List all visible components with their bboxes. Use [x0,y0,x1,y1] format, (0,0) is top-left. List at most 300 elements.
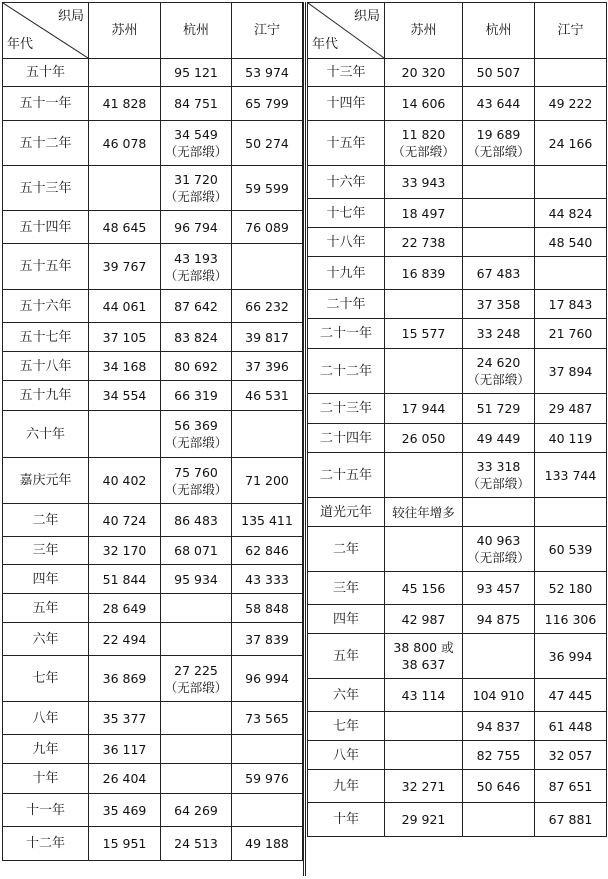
jiangning-cell [535,803,607,837]
jiangning-cell [232,504,303,537]
year-cell-text: 二十二年 [319,363,372,379]
year-cell [308,121,385,166]
jiangning-cell-text: 37 396 [245,358,289,374]
hangzhou-cell-text: 27 225 [174,662,218,678]
hangzhou-cell-text: （无部缎） [164,189,228,204]
hangzhou-cell-text: 50 646 [476,778,521,794]
jiangning-cell [535,228,607,257]
table-right [307,2,607,837]
jiangning-cell [535,121,607,166]
year-cell [308,605,385,634]
hangzhou-cell-text: 43 193 [174,250,218,266]
right-body [308,59,607,837]
hangzhou-cell [463,803,535,837]
hangzhou-cell [161,323,232,352]
jiangning-cell [232,121,303,166]
hangzhou-cell [463,121,535,166]
corner-header [3,3,89,59]
jiangning-cell [232,166,303,211]
table-row [308,349,607,394]
year-cell [308,59,385,87]
jiangning-cell [232,594,303,623]
hangzhou-cell [463,228,535,257]
table-row [308,228,607,257]
hangzhou-cell-text: （无部缎） [467,144,530,159]
col-header-suzhou: 苏州 [385,3,463,59]
jiangning-cell-text: 61 448 [548,718,593,734]
suzhou-cell-text: 44 061 [102,298,147,314]
hangzhou-cell-text: （无部缎） [164,144,228,159]
year-cell-text: 三年 [332,580,359,596]
year-cell-text: 七年 [332,718,359,734]
hangzhou-cell-text: 96 794 [174,219,218,235]
hangzhou-cell [463,87,535,121]
jiangning-cell-text: 24 166 [548,135,593,151]
year-cell-text: 五十六年 [19,298,72,314]
hangzhou-cell-text: 34 549 [174,127,218,142]
year-cell [308,527,385,572]
hangzhou-cell-text: 75 760 [174,464,218,480]
header-row [308,3,607,59]
corner-label-bottom: 年代 [312,37,339,52]
suzhou-cell-text: 51 844 [102,571,147,587]
year-cell [308,572,385,605]
year-cell-text: 二十三年 [319,401,372,416]
jiangning-cell [232,702,303,735]
table-row [3,121,303,166]
suzhou-cell-text: （无部缎） [392,144,455,159]
table-row [3,87,303,121]
year-cell-text: 六年 [332,687,359,703]
year-cell [308,679,385,712]
hangzhou-cell-text: （无部缎） [164,481,228,497]
suzhou-cell [385,453,463,498]
suzhou-cell [89,594,161,623]
table-row [3,735,303,764]
jiangning-cell [535,257,607,290]
hangzhou-cell-text: 94 875 [476,611,521,627]
hangzhou-cell [463,257,535,290]
hangzhou-cell [463,712,535,741]
year-cell-text: 六年 [32,631,59,647]
suzhou-cell-text: 较往年增多 [392,504,455,520]
hangzhou-cell-text: 104 910 [472,687,525,703]
jiangning-cell-text: 50 274 [245,135,289,151]
year-cell [3,656,89,702]
hangzhou-cell [463,527,535,572]
jiangning-cell [232,211,303,244]
suzhou-cell [89,121,161,166]
year-cell [3,87,89,121]
table-row [308,199,607,228]
suzhou-cell-text: 29 921 [401,812,446,827]
jiangning-cell-text: 66 232 [245,298,289,314]
table-row [3,565,303,594]
jiangning-cell [535,712,607,741]
year-cell-text: 二十四年 [319,430,372,446]
jiangning-cell-text: 58 848 [245,600,289,616]
year-cell-text: 五年 [32,600,59,616]
hangzhou-cell-text: 51 729 [476,401,521,416]
hangzhou-cell [463,166,535,199]
year-cell [308,87,385,121]
jiangning-cell-text: 60 539 [548,541,593,557]
year-cell-text: 道光元年 [319,504,372,520]
hangzhou-cell-text: 49 449 [476,430,521,446]
suzhou-cell [385,394,463,424]
year-cell-text: 十三年 [326,65,366,80]
year-cell-text: 八年 [32,710,59,726]
year-cell [3,121,89,166]
jiangning-cell-text: 40 119 [548,430,593,446]
table-row [308,319,607,349]
suzhou-cell [385,166,463,199]
hangzhou-cell [463,634,535,679]
year-cell-text: 十年 [32,771,59,786]
suzhou-cell [89,87,161,121]
jiangning-cell [535,605,607,634]
table-row [308,770,607,803]
table-row [3,458,303,504]
year-cell [308,498,385,527]
year-cell-text: 二十一年 [319,326,372,341]
hangzhou-cell-text: 43 644 [476,96,521,111]
suzhou-cell-text: 16 839 [401,265,446,281]
jiangning-cell [232,735,303,764]
header-row [3,3,303,59]
suzhou-cell-text: 41 828 [102,96,147,111]
table-row [3,290,303,323]
year-cell-text: 十七年 [326,205,366,221]
suzhou-cell-text: 34 168 [102,358,147,374]
jiangning-cell-text: 135 411 [241,512,293,528]
corner-label-top: 织局 [353,9,380,24]
hangzhou-cell [161,87,232,121]
hangzhou-cell-text: （无部缎） [467,372,530,387]
hangzhou-cell-text: 84 751 [174,96,218,111]
jiangning-cell-text: 32 057 [548,747,593,763]
table-row [308,712,607,741]
jiangning-cell-text: 21 760 [548,326,593,341]
suzhou-cell [89,504,161,537]
hangzhou-cell-text: 66 319 [174,388,218,403]
hangzhou-cell [161,59,232,87]
table-row [3,594,303,623]
suzhou-cell [385,59,463,87]
suzhou-cell-text: 14 606 [401,96,446,111]
suzhou-cell-text: 32 271 [401,778,446,794]
hangzhou-cell [161,656,232,702]
suzhou-cell [89,59,161,87]
suzhou-cell [385,605,463,634]
hangzhou-cell-text: 33 248 [476,326,521,341]
year-cell [3,411,89,458]
year-cell [3,594,89,623]
suzhou-cell-text: 40 402 [102,473,147,488]
hangzhou-cell [463,453,535,498]
jiangning-cell-text: 71 200 [245,473,289,488]
jiangning-cell [535,349,607,394]
jiangning-cell-text: 133 744 [544,467,597,483]
hangzhou-cell [463,394,535,424]
year-cell-text: 九年 [32,741,59,757]
suzhou-cell-text: 38 637 [401,657,446,672]
jiangning-cell [535,453,607,498]
table-row [308,394,607,424]
year-cell-text: 五十四年 [19,219,72,235]
hangzhou-cell-text: 82 755 [476,747,521,763]
suzhou-cell [385,634,463,679]
table-row [3,59,303,87]
jiangning-cell-text: 59 976 [245,771,289,786]
suzhou-cell-text: 36 117 [102,741,147,757]
jiangning-cell [232,87,303,121]
suzhou-cell-text: 38 800 或 [393,640,454,655]
year-cell [308,228,385,257]
year-cell [3,352,89,381]
corner-label-top: 织局 [57,9,84,24]
year-cell-text: 五十年 [25,65,65,80]
suzhou-cell [89,411,161,458]
year-cell-text: 二年 [32,512,59,528]
jiangning-cell [535,498,607,527]
suzhou-cell [89,794,161,827]
left-body [3,59,303,861]
year-cell-text: 十二年 [25,836,65,851]
hangzhou-cell-text: 95 934 [174,571,218,587]
suzhou-cell [385,741,463,770]
suzhou-cell [89,623,161,656]
year-cell [3,504,89,537]
table-row [3,827,303,861]
year-cell-text: 十五年 [326,135,366,151]
jiangning-cell-text: 62 846 [245,543,289,558]
hangzhou-cell [161,827,232,861]
jiangning-cell [232,411,303,458]
hangzhou-cell [161,565,232,594]
year-cell-text: 八年 [332,747,359,763]
jiangning-cell-text: 37 894 [548,363,593,379]
jiangning-cell-text: 47 445 [548,687,593,703]
year-cell [3,537,89,565]
hangzhou-cell-text: 56 369 [174,418,218,433]
table-row [308,679,607,712]
jiangning-cell [232,537,303,565]
year-cell-text: 二年 [332,541,359,557]
year-cell-text: 四年 [32,571,59,587]
hangzhou-cell-text: 19 689 [476,127,521,142]
year-cell [308,257,385,290]
year-cell-text: 嘉庆元年 [19,473,72,488]
suzhou-cell-text: 37 105 [102,329,147,345]
year-cell-text: 五十一年 [19,96,72,111]
suzhou-cell [385,257,463,290]
hangzhou-cell [463,59,535,87]
suzhou-cell [89,565,161,594]
jiangning-cell-text: 29 487 [548,401,593,416]
jiangning-cell [232,59,303,87]
col-header-jiangning: 江宁 [232,3,303,59]
hangzhou-cell [161,166,232,211]
hangzhou-cell-text: （无部缎） [164,435,228,450]
jiangning-cell-text: 116 306 [544,611,597,627]
jiangning-cell-text: 65 799 [245,96,289,111]
year-cell-text: 五十二年 [19,135,72,151]
jiangning-cell-text: 59 599 [245,180,289,196]
suzhou-cell [385,199,463,228]
year-cell [3,623,89,656]
hangzhou-cell-text: （无部缎） [467,476,530,491]
table-row [3,352,303,381]
table-row [308,290,607,319]
jiangning-cell [535,634,607,679]
suzhou-cell-text: 40 724 [102,512,147,528]
jiangning-cell-text: 39 817 [245,329,289,345]
jiangning-cell [535,527,607,572]
jiangning-cell-text: 46 531 [245,388,289,403]
year-cell [308,394,385,424]
hangzhou-cell-text: 94 837 [476,718,521,734]
hangzhou-cell [161,121,232,166]
suzhou-cell-text: 11 820 [401,127,446,142]
jiangning-cell [232,352,303,381]
year-cell-text: 十年 [332,812,359,827]
table-row [308,634,607,679]
year-cell [3,166,89,211]
year-cell-text: 十九年 [326,265,366,281]
table-row [308,605,607,634]
year-cell [3,323,89,352]
suzhou-cell [385,803,463,837]
hangzhou-cell-text: 87 642 [174,298,218,314]
jiangning-cell-text: 48 540 [548,234,593,250]
table-row [3,211,303,244]
jiangning-cell-text: 36 994 [548,648,593,664]
hangzhou-cell-text: 37 358 [476,296,521,312]
col-header-suzhou: 苏州 [89,3,161,59]
year-cell [308,634,385,679]
year-cell [308,741,385,770]
jiangning-cell [232,623,303,656]
suzhou-cell [89,702,161,735]
year-cell-text: 五十八年 [19,358,72,374]
year-cell [308,290,385,319]
hangzhou-cell [463,319,535,349]
suzhou-cell-text: 22 738 [401,234,446,250]
hangzhou-cell-text: 24 620 [476,355,521,370]
center-divider [303,2,306,876]
table-row [308,803,607,837]
suzhou-cell [89,244,161,290]
year-cell [308,453,385,498]
suzhou-cell [385,770,463,803]
suzhou-cell-text: 39 767 [102,259,147,274]
suzhou-cell [89,211,161,244]
suzhou-cell-text: 34 554 [102,388,147,403]
jiangning-cell [232,794,303,827]
suzhou-cell [385,228,463,257]
jiangning-cell [535,290,607,319]
jiangning-cell [535,319,607,349]
suzhou-cell [89,764,161,794]
suzhou-cell [89,323,161,352]
hangzhou-cell [161,381,232,411]
year-cell-text: 十八年 [326,234,366,250]
hangzhou-cell [161,764,232,794]
table-row [3,764,303,794]
hangzhou-cell [463,199,535,228]
hangzhou-cell [463,424,535,453]
suzhou-cell [89,537,161,565]
jiangning-cell [535,424,607,453]
table-left [2,2,303,861]
hangzhou-cell-text: 83 824 [174,329,218,345]
jiangning-cell-text: 17 843 [548,296,593,312]
jiangning-cell [232,323,303,352]
table-row [308,87,607,121]
hangzhou-cell [463,770,535,803]
hangzhou-cell [161,735,232,764]
jiangning-cell [535,572,607,605]
suzhou-cell-text: 32 170 [102,543,147,558]
year-cell-text: 五十三年 [19,180,72,196]
suzhou-cell [385,679,463,712]
year-cell [3,381,89,411]
suzhou-cell-text: 17 944 [401,401,446,416]
year-cell-text: 七年 [32,671,59,686]
year-cell [3,702,89,735]
hangzhou-cell [161,594,232,623]
table-row [308,527,607,572]
jiangning-cell [232,656,303,702]
suzhou-cell [385,527,463,572]
suzhou-cell-text: 22 494 [102,631,147,647]
corner-label-bottom: 年代 [7,37,34,52]
hangzhou-cell-text: 67 483 [476,265,521,281]
hangzhou-cell [463,741,535,770]
year-cell [308,424,385,453]
suzhou-cell-text: 45 156 [401,580,446,596]
suzhou-cell [385,319,463,349]
suzhou-cell [385,498,463,527]
suzhou-cell [385,290,463,319]
suzhou-cell-text: 35 377 [102,710,147,726]
hangzhou-cell [161,244,232,290]
suzhou-cell-text: 36 869 [102,671,147,686]
suzhou-cell [89,352,161,381]
jiangning-cell [535,394,607,424]
hangzhou-cell [463,349,535,394]
year-cell [3,458,89,504]
hangzhou-cell [463,679,535,712]
year-cell-text: 十一年 [25,802,65,818]
table-row [3,323,303,352]
jiangning-cell [535,679,607,712]
year-cell [308,166,385,199]
hangzhou-cell-text: 50 507 [476,65,521,80]
year-cell-text: 二十年 [326,296,366,312]
hangzhou-cell-text: （无部缎） [467,550,530,565]
year-cell [308,770,385,803]
jiangning-cell [232,565,303,594]
suzhou-cell-text: 33 943 [401,174,446,190]
jiangning-cell-text: 49 222 [548,96,593,111]
year-cell-text: 五十七年 [19,329,72,345]
hangzhou-cell [161,458,232,504]
jiangning-cell-text: 44 824 [548,205,593,221]
suzhou-cell-text: 42 987 [401,611,446,627]
year-cell [3,59,89,87]
